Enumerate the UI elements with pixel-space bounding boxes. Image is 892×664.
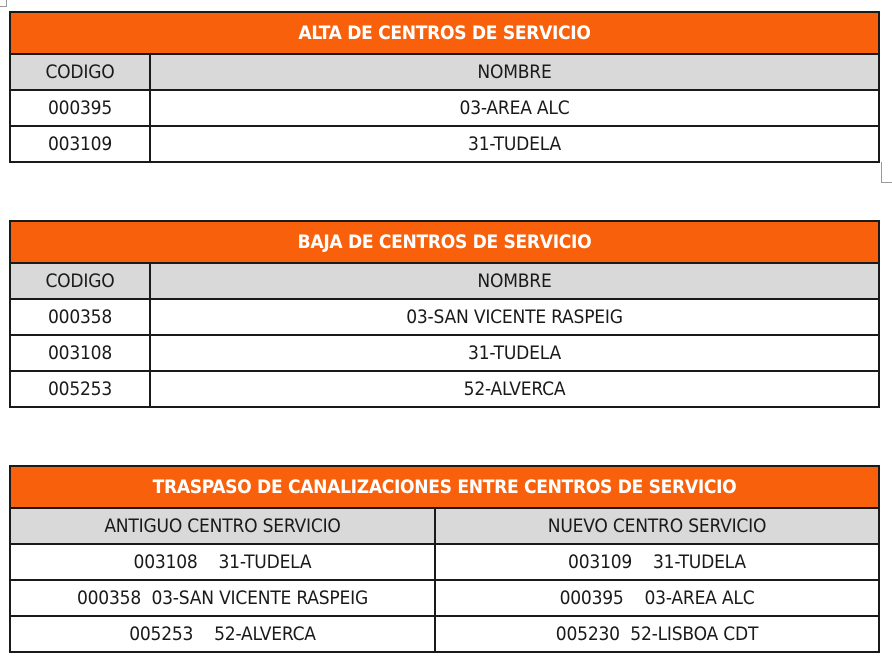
alta-codigo-cell: 000395 [10, 90, 150, 126]
baja-nombre-cell: 31-TUDELA [150, 335, 879, 371]
traspaso-nuevo-cell: 005230 52-LISBOA CDT [435, 616, 879, 652]
traspaso-header-antiguo: ANTIGUO CENTRO SERVICIO [10, 508, 435, 544]
baja-codigo-cell: 005253 [10, 371, 150, 407]
alta-centros-table [9, 11, 880, 163]
table-row [10, 299, 879, 335]
alta-title: ALTA DE CENTROS DE SERVICIO [10, 12, 879, 54]
baja-title: BAJA DE CENTROS DE SERVICIO [10, 221, 879, 263]
table-row [10, 580, 879, 616]
baja-title-row [10, 221, 879, 263]
traspaso-antiguo-cell: 000358 03-SAN VICENTE RASPEIG [10, 580, 435, 616]
table-resize-handle[interactable] [881, 162, 892, 183]
alta-nombre-cell: 31-TUDELA [150, 126, 879, 162]
baja-nombre-cell: 03-SAN VICENTE RASPEIG [150, 299, 879, 335]
baja-centros-table [9, 220, 880, 408]
table-row [10, 126, 879, 162]
traspaso-canalizaciones-table [9, 465, 880, 653]
alta-title-row [10, 12, 879, 54]
table-row [10, 90, 879, 126]
traspaso-nuevo-cell: 000395 03-AREA ALC [435, 580, 879, 616]
table-row [10, 616, 879, 652]
alta-codigo-cell: 003109 [10, 126, 150, 162]
traspaso-title: TRASPASO DE CANALIZACIONES ENTRE CENTROS DE SERVICIO [10, 466, 879, 508]
traspaso-header-nuevo: NUEVO CENTRO SERVICIO [435, 508, 879, 544]
traspaso-title-row [10, 466, 879, 508]
alta-nombre-cell: 03-AREA ALC [150, 90, 879, 126]
table-row [10, 544, 879, 580]
baja-header-row [10, 263, 879, 299]
baja-header-codigo: CODIGO [10, 263, 150, 299]
page-corner-marker [0, 0, 7, 7]
baja-header-nombre: NOMBRE [150, 263, 879, 299]
alta-header-codigo: CODIGO [10, 54, 150, 90]
baja-codigo-cell: 000358 [10, 299, 150, 335]
traspaso-nuevo-cell: 003109 31-TUDELA [435, 544, 879, 580]
traspaso-header-row [10, 508, 879, 544]
table-row [10, 335, 879, 371]
traspaso-antiguo-cell: 005253 52-ALVERCA [10, 616, 435, 652]
traspaso-antiguo-cell: 003108 31-TUDELA [10, 544, 435, 580]
baja-codigo-cell: 003108 [10, 335, 150, 371]
baja-nombre-cell: 52-ALVERCA [150, 371, 879, 407]
alta-header-nombre: NOMBRE [150, 54, 879, 90]
table-row [10, 371, 879, 407]
alta-header-row [10, 54, 879, 90]
